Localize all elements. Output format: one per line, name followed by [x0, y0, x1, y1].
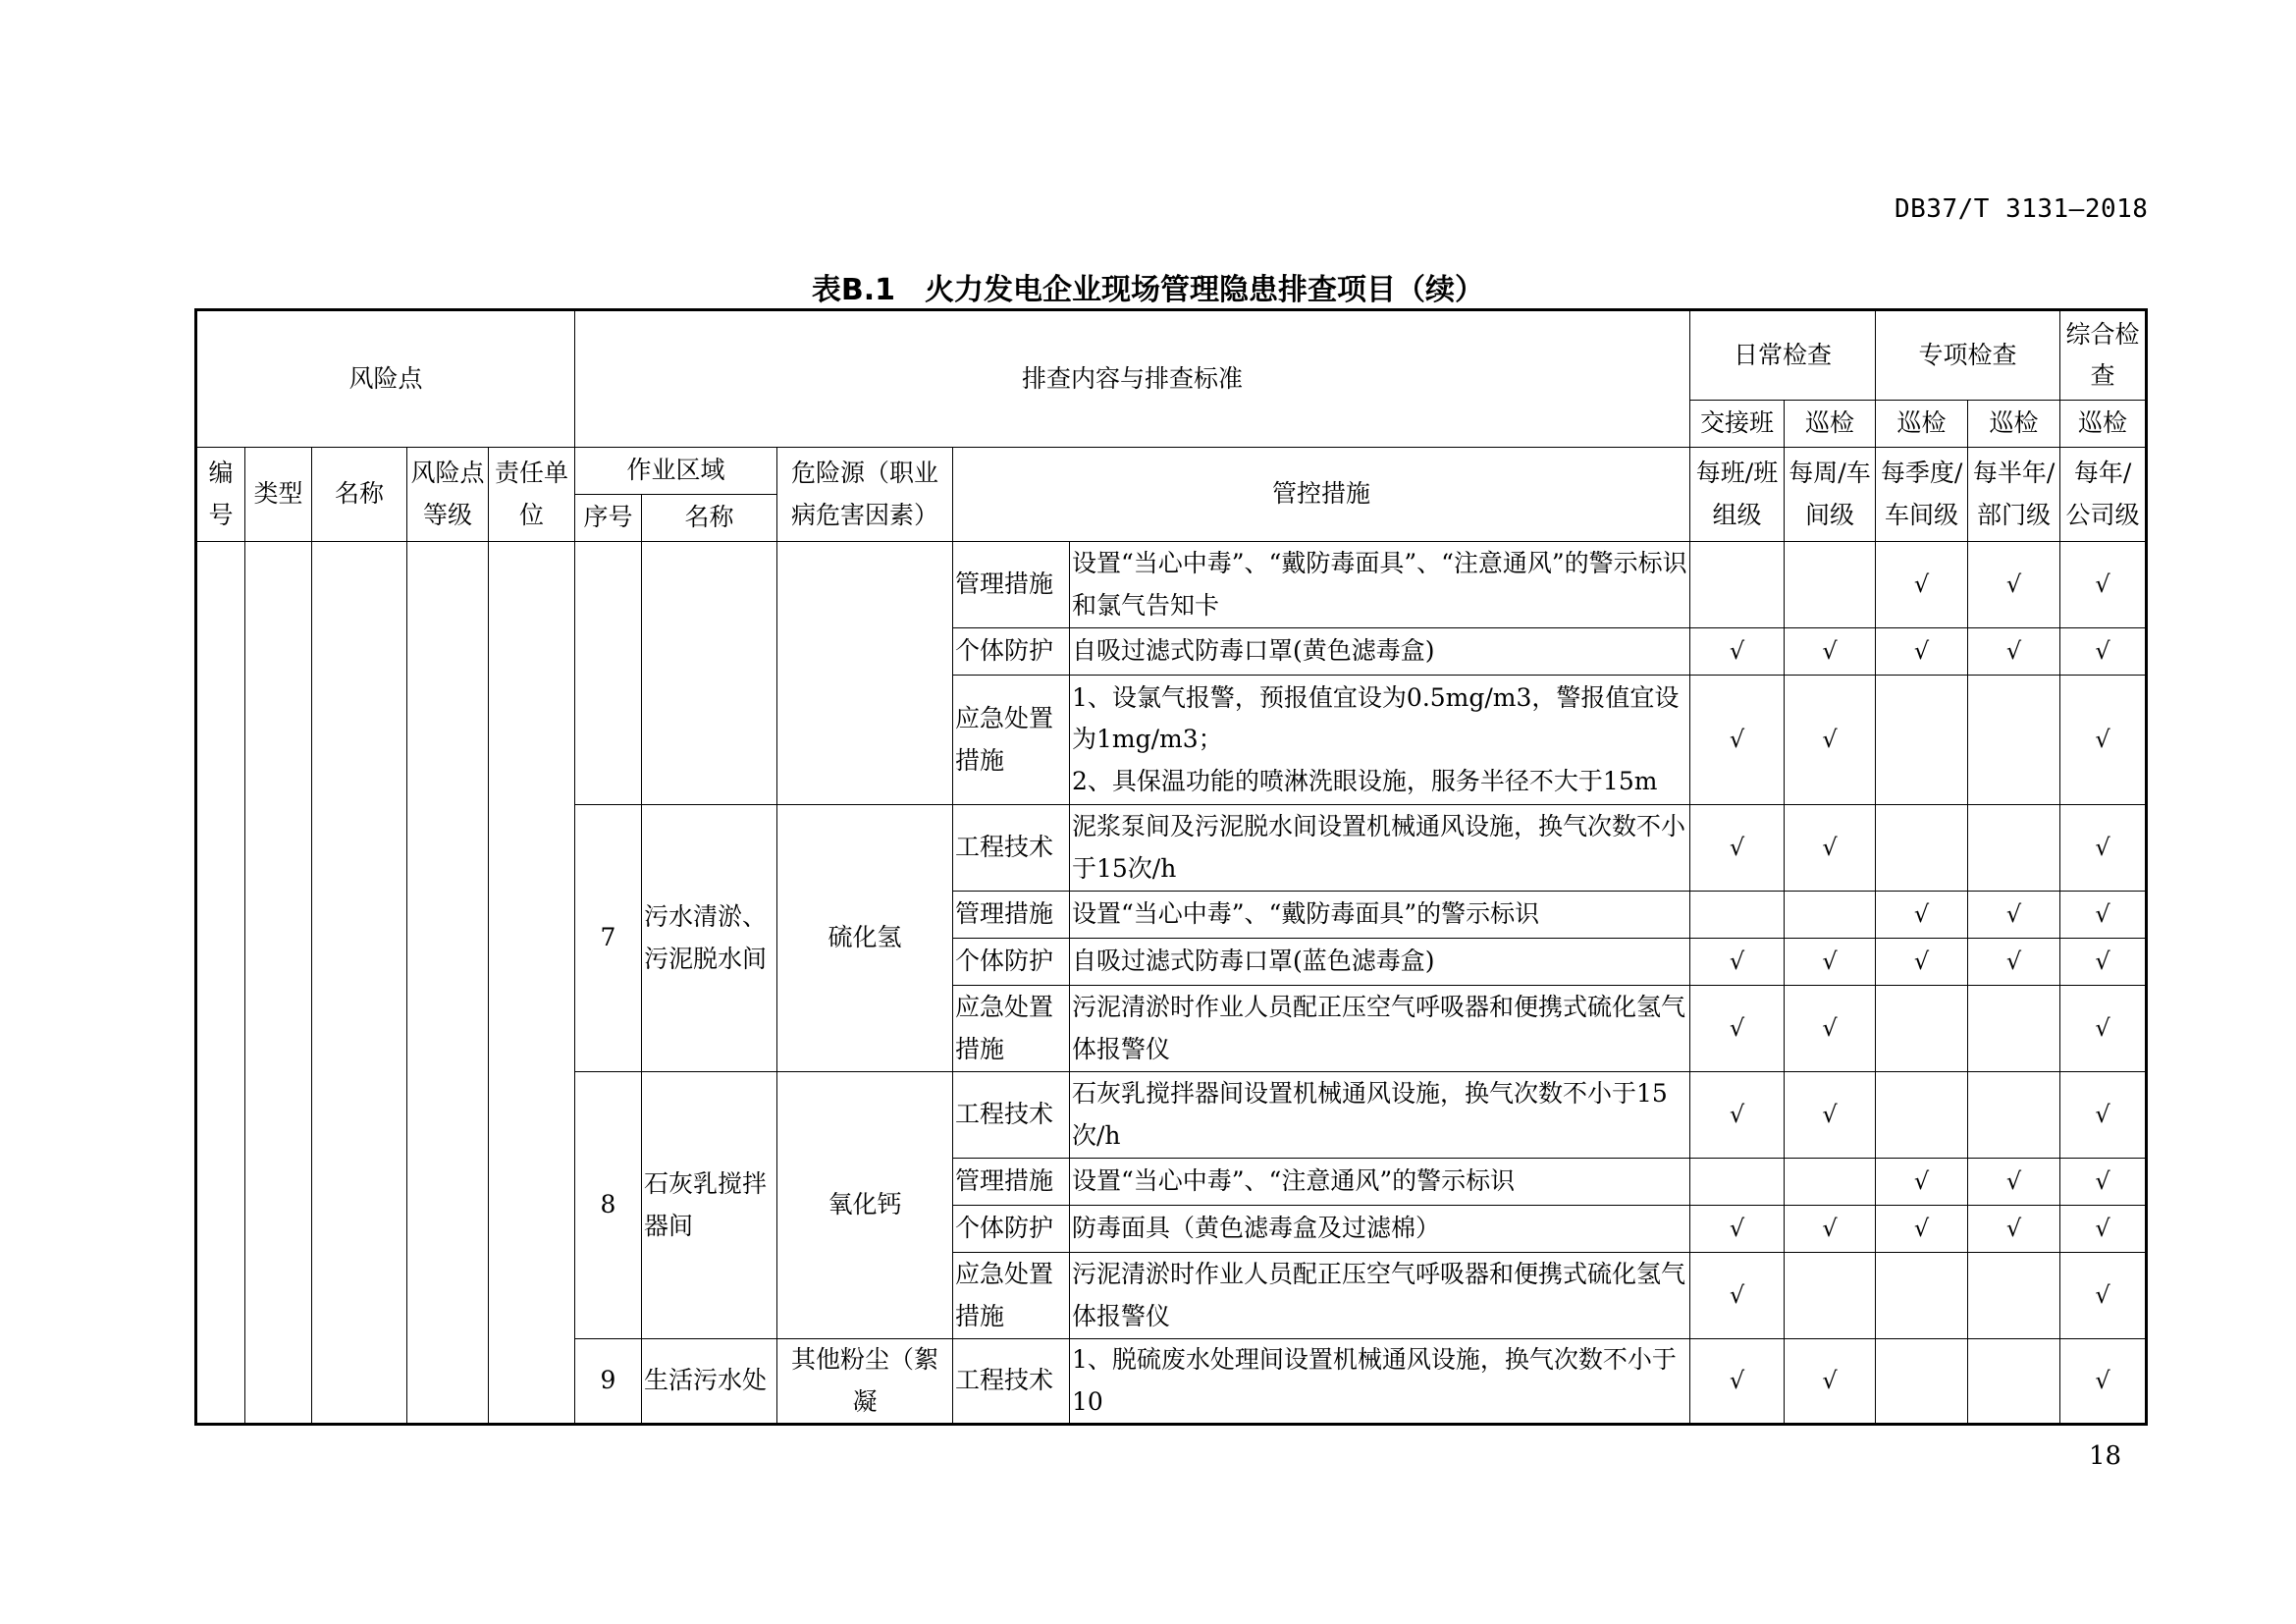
check-mark: [1690, 1159, 1785, 1206]
header-risk-point: 风险点: [196, 310, 575, 448]
hazard-source: [777, 542, 953, 805]
check-mark: [1968, 805, 2060, 892]
area-no: 7: [575, 805, 642, 1072]
check-mark: [1876, 676, 1968, 805]
measure-content: 设置“当心中毒”、“戴防毒面具”的警示标识: [1070, 892, 1690, 939]
check-mark: [1785, 1253, 1876, 1339]
standard-number: DB37/T 3131—2018: [1895, 194, 2149, 224]
header-level: 风险点等级: [407, 448, 489, 542]
check-mark: √: [1876, 628, 1968, 676]
measure-type: 工程技术: [953, 1072, 1070, 1159]
area-no: 9: [575, 1339, 642, 1425]
check-mark: √: [1876, 892, 1968, 939]
check-mark: [1690, 892, 1785, 939]
check-mark: [1876, 1253, 1968, 1339]
hazard-source: 氧化钙: [777, 1072, 953, 1339]
check-mark: √: [1968, 1206, 2060, 1253]
risk-unit-cell: [489, 542, 575, 1425]
measure-content: 1、设氯气报警，预报值宜设为0.5mg/m3，警报值宜设为1mg/m3； 2、具保温功能的喷淋洗眼设施，服务半径不大于15m: [1070, 676, 1690, 805]
check-mark: √: [1785, 628, 1876, 676]
check-mark: √: [1690, 1253, 1785, 1339]
check-mark: √: [2060, 892, 2147, 939]
area-name: 生活污水处: [642, 1339, 777, 1425]
header-freq: 每半年/部门级: [1968, 448, 2060, 542]
measure-content: 设置“当心中毒”、“注意通风”的警示标识: [1070, 1159, 1690, 1206]
risk-type-cell: [245, 542, 312, 1425]
check-mark: √: [2060, 1159, 2147, 1206]
measure-content: 泥浆泵间及污泥脱水间设置机械通风设施，换气次数不小于15次/h: [1070, 805, 1690, 892]
check-mark: √: [1785, 1339, 1876, 1425]
measure-type: 工程技术: [953, 1339, 1070, 1425]
header-freq: 每班/班组级: [1690, 448, 1785, 542]
check-mark: √: [1968, 1159, 2060, 1206]
header-freq: 每周/车间级: [1785, 448, 1876, 542]
header-freq: 每季度/车间级: [1876, 448, 1968, 542]
header-hazard: 危险源（职业病危害因素）: [777, 448, 953, 542]
table-row: [196, 542, 2147, 628]
header-control: 管控措施: [953, 448, 1690, 542]
check-mark: √: [2060, 1339, 2147, 1425]
header-area: 作业区域: [575, 448, 777, 495]
check-mark: √: [1690, 939, 1785, 986]
header-freq: 每年/公司级: [2060, 448, 2147, 542]
header-name: 名称: [312, 448, 407, 542]
check-mark: √: [2060, 628, 2147, 676]
check-mark: √: [1968, 892, 2060, 939]
check-mark: [1968, 986, 2060, 1072]
measure-content: 石灰乳搅拌器间设置机械通风设施，换气次数不小于15次/h: [1070, 1072, 1690, 1159]
measure-content: 污泥清淤时作业人员配正压空气呼吸器和便携式硫化氢气体报警仪: [1070, 986, 1690, 1072]
check-mark: [1785, 892, 1876, 939]
check-mark: √: [1876, 939, 1968, 986]
measure-type: 工程技术: [953, 805, 1070, 892]
header-handover: 交接班: [1690, 401, 1785, 448]
measure-type: 应急处置措施: [953, 676, 1070, 805]
table-title: 表B.1 火力发电企业现场管理隐患排查项目（续）: [811, 273, 1485, 307]
measure-type: 应急处置措施: [953, 986, 1070, 1072]
header-patrol: 巡检: [1785, 401, 1876, 448]
check-mark: √: [1785, 676, 1876, 805]
check-mark: √: [1690, 1206, 1785, 1253]
header-patrol: 巡检: [2060, 401, 2147, 448]
check-mark: √: [2060, 1072, 2147, 1159]
measure-content: 1、脱硫废水处理间设置机械通风设施，换气次数不小于10: [1070, 1339, 1690, 1425]
header-area-name: 名称: [642, 495, 777, 542]
check-mark: √: [1876, 542, 1968, 628]
measure-type: 管理措施: [953, 1159, 1070, 1206]
check-mark: √: [2060, 676, 2147, 805]
measure-content: 自吸过滤式防毒口罩(蓝色滤毒盒): [1070, 939, 1690, 986]
check-mark: √: [1785, 805, 1876, 892]
header-daily: 日常检查: [1690, 310, 1876, 401]
check-mark: √: [2060, 1206, 2147, 1253]
check-mark: √: [1785, 1072, 1876, 1159]
check-mark: √: [1690, 676, 1785, 805]
hazard-source: 其他粉尘（絮凝: [777, 1339, 953, 1425]
check-mark: √: [1876, 1206, 1968, 1253]
check-mark: [1876, 1339, 1968, 1425]
check-mark: [1968, 1253, 2060, 1339]
hazard-source: 硫化氢: [777, 805, 953, 1072]
check-mark: [1876, 986, 1968, 1072]
check-mark: [1785, 542, 1876, 628]
measure-content: 设置“当心中毒”、“戴防毒面具”、“注意通风”的警示标识和氯气告知卡: [1070, 542, 1690, 628]
header-no: 编号: [196, 448, 245, 542]
page-number: 18: [2089, 1441, 2122, 1471]
check-mark: √: [2060, 939, 2147, 986]
measure-content: 自吸过滤式防毒口罩(黄色滤毒盒): [1070, 628, 1690, 676]
check-mark: √: [1785, 1206, 1876, 1253]
measure-content: 防毒面具（黄色滤毒盒及过滤棉）: [1070, 1206, 1690, 1253]
check-mark: [1968, 1339, 2060, 1425]
header-patrol: 巡检: [1876, 401, 1968, 448]
check-mark: √: [1785, 986, 1876, 1072]
check-mark: √: [2060, 542, 2147, 628]
measure-type: 个体防护: [953, 939, 1070, 986]
header-type: 类型: [245, 448, 312, 542]
check-mark: [1876, 1072, 1968, 1159]
check-mark: √: [1690, 1339, 1785, 1425]
risk-name-cell: [312, 542, 407, 1425]
header-content: 排查内容与排查标准: [575, 310, 1690, 448]
hazard-inspection-table: [194, 308, 2148, 1426]
measure-type: 应急处置措施: [953, 1253, 1070, 1339]
check-mark: √: [1968, 542, 2060, 628]
check-mark: √: [1968, 628, 2060, 676]
area-name: 污水清淤、污泥脱水间: [642, 805, 777, 1072]
check-mark: [1968, 1072, 2060, 1159]
check-mark: √: [2060, 986, 2147, 1072]
check-mark: √: [1690, 805, 1785, 892]
measure-type: 管理措施: [953, 542, 1070, 628]
check-mark: √: [2060, 1253, 2147, 1339]
header-special: 专项检查: [1876, 310, 2060, 401]
check-mark: √: [1968, 939, 2060, 986]
measure-type: 管理措施: [953, 892, 1070, 939]
header-patrol: 巡检: [1968, 401, 2060, 448]
area-no: [575, 542, 642, 805]
risk-level-cell: [407, 542, 489, 1425]
check-mark: √: [1690, 986, 1785, 1072]
header-area-no: 序号: [575, 495, 642, 542]
check-mark: [1785, 1159, 1876, 1206]
area-name: [642, 542, 777, 805]
measure-content: 污泥清淤时作业人员配正压空气呼吸器和便携式硫化氢气体报警仪: [1070, 1253, 1690, 1339]
check-mark: √: [1876, 1159, 1968, 1206]
check-mark: [1876, 805, 1968, 892]
check-mark: √: [1690, 1072, 1785, 1159]
area-no: 8: [575, 1072, 642, 1339]
header-comprehensive: 综合检查: [2060, 310, 2147, 401]
measure-type: 个体防护: [953, 628, 1070, 676]
header-unit: 责任单位: [489, 448, 575, 542]
check-mark: [1690, 542, 1785, 628]
measure-type: 个体防护: [953, 1206, 1070, 1253]
check-mark: √: [2060, 805, 2147, 892]
check-mark: √: [1690, 628, 1785, 676]
risk-no-cell: [196, 542, 245, 1425]
check-mark: [1968, 676, 2060, 805]
area-name: 石灰乳搅拌器间: [642, 1072, 777, 1339]
check-mark: √: [1785, 939, 1876, 986]
